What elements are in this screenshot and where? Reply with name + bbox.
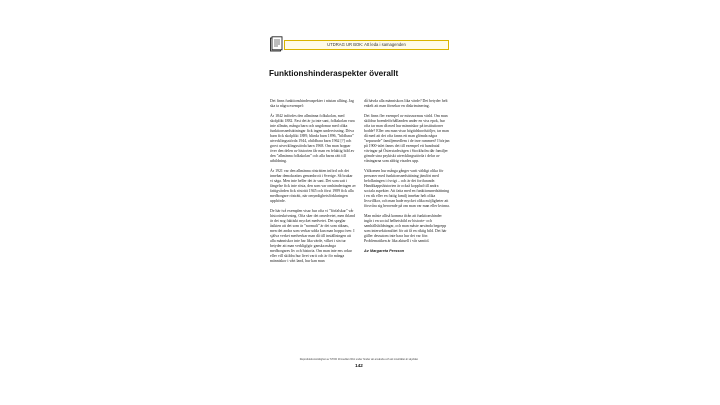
footer-note: Reproduktionsrättighet av STOD förmedlat 2011 under hinder att använda och att innehållet är skyddat. bbox=[299, 358, 419, 361]
section-header-label: UTDRAG UR BOK: Att leda i samagenden bbox=[284, 40, 449, 50]
page-number: 142 bbox=[355, 363, 363, 368]
paragraph: År 1842 infördes den allmänna folkskolan, med skolplikt 1882. Fast det är ju inte sant, folkskolan vara inte allmän, många barn och ungdomar med olika funktionsnedsättningar fick ingen undervisning. Döva barn fick skolplikt 1889, blinda barn 1896, ”bildbara” utvecklingsstörda 1944, obildbara barn 1962 [?] och grovt utvecklingsstörda barn 1968. Om man hoppar över den delen av historien får man en felaktig bild av den ”allmänna folkskolan” och alla barns rätt till utbildning. bbox=[270, 114, 355, 163]
paragraph: De här två exemplen visar hur ofta vi ”förfalskar” vår historieskrivning. Ofta sker det omedvetet, men ibland är det nog faktiskt mycket medvetet. Det speglar åsikten att det som är ”normalt” är det som räknas, men det andra som verkar udda kan man hoppa över. I själva verket medverkar man då till inställningen att alla människor inte har lika värde, vilket i sin tur betyder att man verkligfgör ganska många medborgares liv och historia. Om man inte ens orkar eller vill skildra hur livet varit och är för många människor i vårt land, hur kan man bbox=[270, 209, 355, 263]
paragraph: då hävda alla människors lika värde? Det betyder helt enkelt att man förnekar en diskriminering. bbox=[364, 99, 448, 108]
page-title: Funktionshinderaspekter överallt bbox=[269, 69, 399, 78]
book-document-icon bbox=[269, 36, 283, 52]
author-byline: Av Margareta Persson bbox=[364, 249, 405, 253]
paragraph: Välkomen hur många gånger varit väldigt olika för personer med funktionsnedsättning jämfört med befolkningen i övrigt – och är det fortfarande. Handikappshistorien är också kopplad till andra sociala aspekter. Att fatta med en funktionsnedsättning i en rik eller en fattig familj innebar helt olika livsvillkor, och man hade mycket olika möjligheter att försvåra sig beroende på om man var man eller kvinna. bbox=[364, 169, 450, 208]
left-column bbox=[270, 99, 356, 269]
right-column bbox=[364, 99, 450, 254]
paragraph: Det finns fler exempel av missnormas värld. Om man skildrar boendeförhållanden under en viss epok, hur ofta tar man då med hur människor på institutioner bodde? Eller om man visar högtidsbordstöljer, tar man då med att det ofta fanns ett man glömda några ”separarde” familjemedlem i de inre rummen? I början på 1900-talet fanns det till exempel ett hundratal vävingar på Österstadsvägen i Stockholm där familjer gömde sina psykiskt utvecklingsstörda i delar av våningarna som aldrig visades upp. bbox=[364, 114, 450, 163]
paragraph: År 1921 var den allmänna rösträtten införd och det innebar demokratins genombrott i Sverige. Så brukar vi säga. Men inte heller det är sant. Det som satt i fängelse fick inte rösta, den som var omhändertagen av fattigvården fick rösträtt 1945 och först 1989 fick alla medborgare rösträtt, när omyndighetsförklaringen upphörde. bbox=[270, 169, 356, 203]
paragraph: Man måste alltså komma ifrån att funktionshinder ingår i en social helhetsbild av historie- och samhällsbildningar, och man måste använda begrepp som intersektionalitet för att få en riktig bild. Det här gäller dessutom inte bara hur det var förr. Problematiken är lika aktuell i vår samtid. bbox=[364, 214, 447, 243]
paragraph: Det finns funktionshinderaspekter i nästan allting. Jag ska ta några exempel: bbox=[270, 99, 354, 108]
